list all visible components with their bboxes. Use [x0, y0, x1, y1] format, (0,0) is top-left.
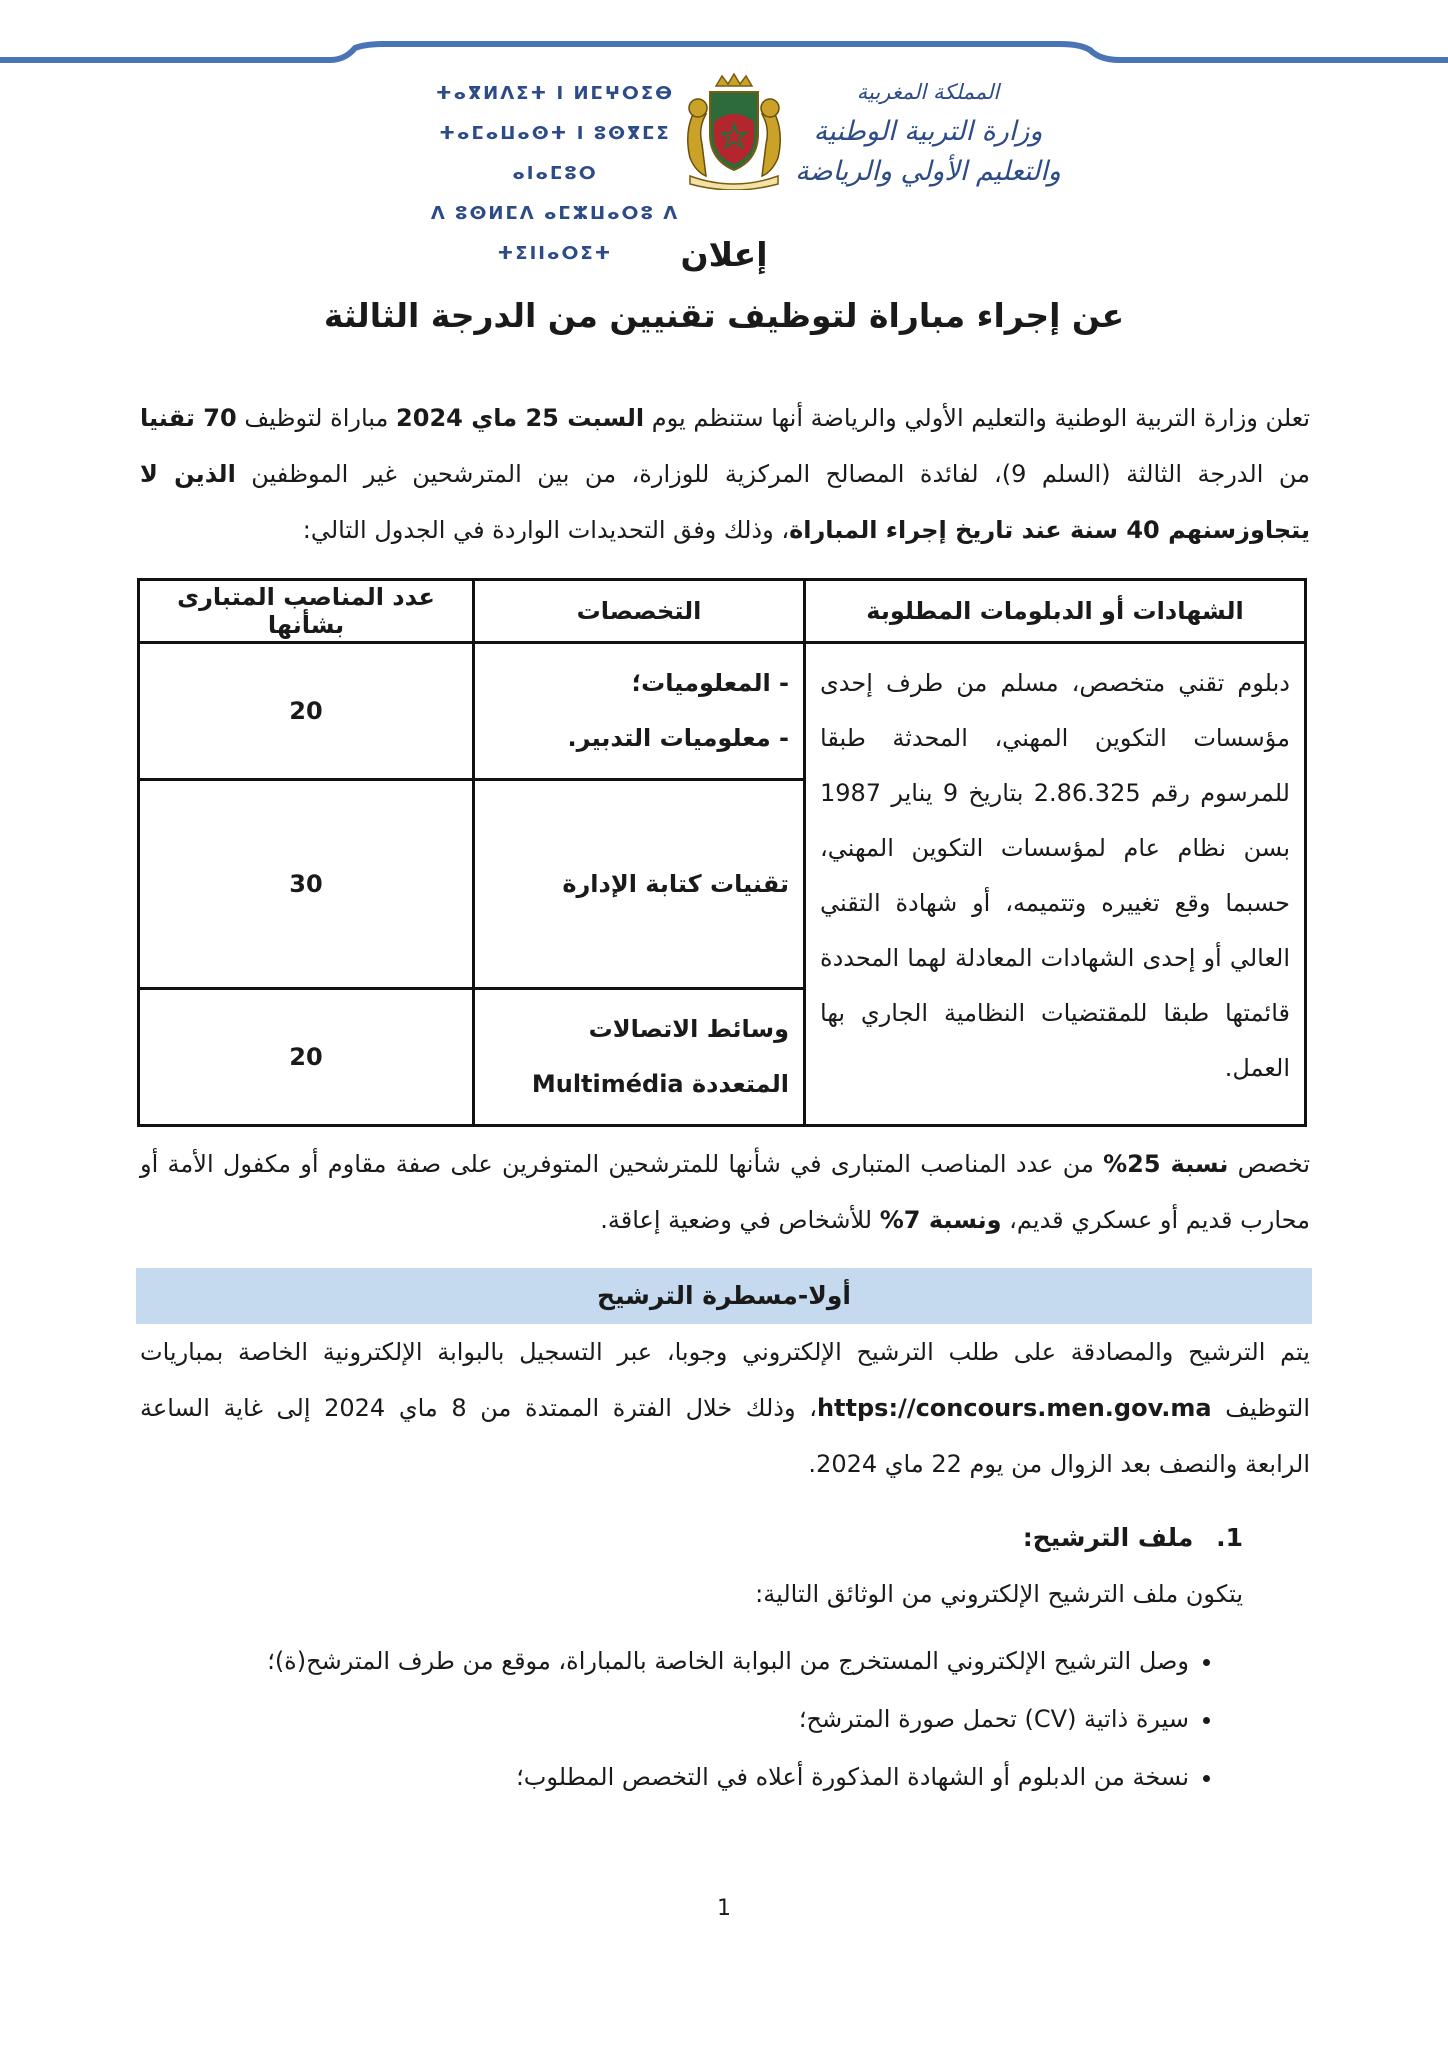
age-limit: الذين لا يتجاوزسنهم 40 سنة عند تاريخ إجراء المباراة	[140, 460, 1310, 544]
table-header-row	[139, 580, 1306, 643]
subsection-title: ملف الترشيح:	[1022, 1523, 1194, 1552]
specialty-cell	[474, 989, 805, 1126]
quota-paragraph	[140, 1136, 1310, 1248]
positions-table	[137, 578, 1307, 1127]
specialty-cell	[474, 780, 805, 989]
ministry-name-arabic	[778, 72, 1078, 192]
specialty-line: - المعلوميات؛	[631, 669, 789, 697]
ministry-name-line: والتعليم الأولي والرياضة	[795, 156, 1061, 187]
specialty-line: وسائط الاتصالات	[588, 1015, 789, 1043]
kingdom-name-tifinagh: ⵜⴰⴳⵍⴷⵉⵜ ⵏ ⵍⵎⵖⵔⵉⴱ	[435, 83, 675, 104]
intro-text: مباراة لتوظيف	[236, 404, 397, 432]
subsection-application-file	[1023, 1518, 1243, 1558]
section-title-application-procedure: أولا-مسطرة الترشيح	[136, 1268, 1312, 1324]
intro-paragraph	[140, 390, 1310, 558]
title-announcement: إعلان	[680, 235, 768, 274]
specialty-cell	[474, 643, 805, 780]
title-subject: عن إجراء مباراة لتوظيف تقنيين من الدرجة الثالثة	[323, 296, 1125, 335]
positions-total: 70 تقنيا	[140, 404, 237, 432]
header-diplomas: الشهادات أو الدبلومات المطلوبة	[805, 580, 1306, 643]
positions-count: 30	[139, 780, 474, 989]
coat-of-arms-icon	[676, 72, 792, 190]
ministry-name-tifinagh-line: ⴷ ⵓⵙⵍⵎⴷ ⴰⵎⵣⵡⴰⵔⵓ ⴷ ⵜⵉⵏⵏⴰⵔⵉⵜ	[430, 203, 680, 264]
table-row	[139, 643, 1306, 780]
kingdom-name: المملكة المغربية	[856, 80, 1000, 104]
positions-count: 20	[139, 643, 474, 780]
application-text: ، وذلك خلال الفترة الممتدة من 8 ماي 2024 إلى غاية الساعة الرابعة والنصف بعد الزوال من يوم 22 ماي 2024.	[140, 1394, 1310, 1478]
intro-text: ، وذلك وفق التحديدات الواردة في الجدول التالي:	[302, 516, 790, 544]
documents-intro: يتكون ملف الترشيح الإلكتروني من الوثائق التالية:	[755, 1580, 1243, 1608]
application-text: يتم الترشيح والمصادقة على طلب الترشيح الإلكتروني وجوبا، عبر التسجيل بالبوابة الإلكترونية الخاصة بمباريات التوظيف	[140, 1338, 1311, 1422]
quota-text: من عدد المناصب المتبارى في شأنها للمترشحين المتوفرين على صفة مقاوم أو مكفول الأمة أو محارب قديم أو عسكري قديم،	[140, 1150, 1310, 1234]
required-diploma: دبلوم تقني متخصص، مسلم من طرف إحدى مؤسسات التكوين المهني، المحدثة طبقا للمرسوم رقم 2.86.325 بتاريخ 9 يناير 1987 بسن نظام عام لمؤسسات التكوين المهني، حسبما وقع تغييره وتتميمه، أو شهادة التقني العالي أو إحدى الشهادات المعادلة لهما المحددة قائمتها طبقا للمقتضيات النظامية الجاري بها العمل.	[805, 643, 1306, 1126]
quota-text: تخصص	[1228, 1150, 1311, 1178]
ministry-name-line: وزارة التربية الوطنية	[813, 116, 1043, 147]
header-decor-line	[0, 0, 1448, 70]
specialty-line: تقنيات كتابة الإدارة	[562, 869, 789, 898]
exam-date: السبت 25 ماي 2024	[396, 404, 645, 432]
header-positions-count: عدد المناصب المتبارى بشأنها	[139, 580, 474, 643]
application-portal-link[interactable]: https://concours.men.gov.ma	[816, 1394, 1212, 1422]
ministry-name-tifinagh-line: ⵜⴰⵎⴰⵡⴰⵙⵜ ⵏ ⵓⵙⴳⵎⵉ ⴰⵏⴰⵎⵓⵔ	[439, 123, 671, 184]
header-specialties: التخصصات	[474, 580, 805, 643]
intro-text: تعلن وزارة التربية الوطنية والتعليم الأولي والرياضة أنها ستنظم يوم	[644, 404, 1311, 432]
specialty-line: - معلوميات التدبير.	[567, 724, 789, 752]
documents-list	[189, 1632, 1213, 1806]
quota-text: للأشخاص في وضعية إعاقة.	[600, 1206, 880, 1234]
application-paragraph	[140, 1324, 1310, 1492]
specialty-line: المتعددة Multimédia	[531, 1070, 789, 1098]
document-title	[120, 230, 1328, 346]
positions-count: 20	[139, 989, 474, 1126]
list-item: • وصل الترشيح الإلكتروني المستخرج من البوابة الخاصة بالمباراة، موقع من طرف المترشح(ة)؛	[189, 1632, 1189, 1690]
subsection-number: 1.	[1216, 1523, 1243, 1552]
quota-veterans: نسبة 25%	[1103, 1150, 1229, 1178]
page-number: 1	[717, 1896, 731, 1921]
list-item: • نسخة من الدبلوم أو الشهادة المذكورة أعلاه في التخصص المطلوب؛	[189, 1748, 1189, 1806]
intro-text: من الدرجة الثالثة (السلم 9)، لفائدة المصالح المركزية للوزارة، من بين المترشحين غير الموظفين	[235, 460, 1310, 488]
list-item: • سيرة ذاتية (CV) تحمل صورة المترشح؛	[189, 1690, 1189, 1748]
quota-disability: ونسبة 7%	[879, 1206, 1002, 1234]
